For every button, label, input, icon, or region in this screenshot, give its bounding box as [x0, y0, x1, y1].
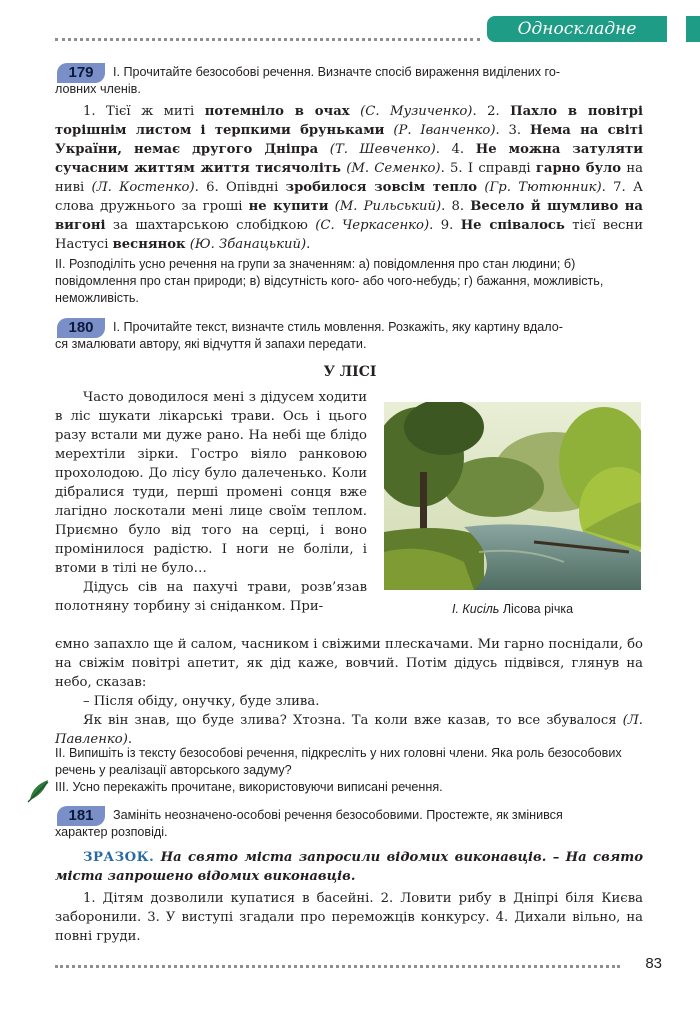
- sentence-source: (Л. Костенко): [91, 180, 195, 195]
- paragraph-1: Часто доводилося мені з дідусем ходити в ліс шукати лікарські трави. Ось і цього разу встали ми дуже рано. На небі ще блідо мерехтіли зірки. Гостро віяло ранковою прохолодою. До лісу було далеченько. Коли дібралися туди, перші промені сонця вже лагідно лоскотали мені лице своїм теплом. Приємно було від того на серці, і воно промінилося радістю. І ноги не боліли, і втоми в тілі не було…: [55, 390, 367, 576]
- sentence-source: (Р. Іванченко): [393, 123, 496, 138]
- highlighted-main-member: потемніло в очах: [204, 104, 350, 119]
- sentence-source: (Гр. Тютюнник): [484, 180, 602, 195]
- sentence-source: (М. Рильський): [334, 199, 442, 214]
- leaf-icon: [26, 774, 56, 804]
- text-paragraph-column: [55, 388, 367, 616]
- exercise-179-sentences: 1. Тієї ж миті потемніло в очах (С. Музиченко). 2. Пахло в повітрі торішнім листом і терпкими бруньками (Р. Іванченко). 3. Нема на світі України, немає другого Дніпра (Т. Шевченко). 4. Не можна затуляти сучасним життям життя тисячоліть (М. Семенко). 5. І справді гарно було на ниві (Л. Костенко). 6. Опівдні зробилося зовсім тепло (Гр. Тютюнник). 7. А слова дружнього за гроші не купити (М. Рильський). 8. Весело й шумливо на вигоні за шахтарською слобідкою (С. Черкасенко). 9. Не співалось тієї весни Настусі веснянок (Ю. Збанацький).: [55, 104, 644, 252]
- painting-caption: [384, 602, 641, 616]
- sample-label: ЗРАЗОК.: [83, 850, 155, 865]
- page-number: 83: [645, 955, 662, 972]
- highlighted-main-member: зробилося зовсім тепло: [285, 180, 478, 195]
- dialog-line: – Після обіду, онучку, буде злива.: [83, 694, 320, 709]
- exercise-number-badge: 179: [57, 63, 105, 83]
- highlighted-main-member: не купити: [248, 199, 329, 214]
- exercise-179-task-2: II. Розподіліть усно речення на групи за значенням: а) повідомлення про стан людини; б) повідомлення про стан природи; в) відсутність кого- або чого-небудь; г) бажання, можливість, неможливість.: [55, 257, 604, 305]
- painting-forest-river: [384, 402, 641, 590]
- highlighted-main-member: Пахло в повітрі торішнім листом і терпкими бруньками: [55, 104, 643, 138]
- sentence-source: (С. Музиченко): [360, 104, 473, 119]
- text-paragraph-full: [55, 635, 643, 749]
- sentence-source: (Т. Шевченко): [329, 142, 436, 157]
- exercise-number-badge: 181: [57, 806, 105, 826]
- section-header-tab: Односкладне речення: [487, 16, 667, 42]
- exercise-179-task-1: I. Прочитайте безособові речення. Визначте спосіб вираження виділених го- ловних членів.: [55, 65, 561, 96]
- highlighted-main-member: Не можна затуляти сучасним життям життя тисячоліть: [55, 142, 643, 176]
- text-title: У ЛІСІ: [323, 364, 377, 380]
- paragraph-2-start: Дідусь сів на пахучі трави, розв’язав полотняну торбину зі сніданком. При-: [55, 580, 367, 614]
- caption-author: І. Кисіль: [451, 602, 500, 616]
- exercise-181-task: Замініть неозначено-особові речення безособовими. Простежте, як змінився характер розповіді.: [55, 808, 563, 839]
- exercise-181-sentences: 1. Дітям дозволили купатися в басейні. 2. Ловити рибу в Дніпрі біля Києва заборонили. 3. У виступі згадали про переможців конкурсу. 4. Дихали вільно, на повні груди.: [55, 891, 643, 944]
- highlighted-main-member: Весело й шумливо на вигоні: [55, 199, 643, 233]
- sentence-source: (Ю. Збанацький): [189, 237, 307, 252]
- bottom-dotted-rule: [55, 965, 620, 968]
- highlighted-main-member: веснянок: [112, 237, 186, 252]
- paragraph-2-end: ємно запахло ще й салом, часником і свіжими плескачами. Ми гарно поснідали, бо на свіжім повітрі апетит, як дід каже, вовчий. Потім дідусь підвівся, глянув на небо, сказав:: [55, 637, 643, 690]
- text-source: (Л. Павленко): [55, 713, 643, 747]
- exercise-180-task-2: II. Випишіть із тексту безособові речення, підкресліть у них головні члени. Яка роль безособових речень у реалізації авторського задуму?: [55, 746, 622, 777]
- sentence-source: (С. Черкасенко): [315, 218, 430, 233]
- sample-text: На свято міста запросили відомих виконавців. – На свято міста запрошено відомих виконавців.: [55, 850, 643, 884]
- caption-title: Лісова річка: [502, 602, 574, 616]
- header-square-marker: [686, 16, 700, 42]
- highlighted-main-member: Не співалось: [460, 218, 565, 233]
- sentence-source: (М. Семенко): [346, 161, 441, 176]
- exercise-180-task-1: I. Прочитайте текст, визначте стиль мовлення. Розкажіть, яку картину вдало- ся змалювати автору, які відчуття й запахи передати.: [55, 320, 563, 351]
- paragraph-3: Як він знав, що буде злива? Хтозна. Та коли вже казав, то все збувалося (Л. Павленко).: [55, 713, 643, 747]
- exercise-180-task-3: III. Усно перекажіть прочитане, використовуючи виписані речення.: [55, 780, 443, 794]
- highlighted-main-member: Нема на світі України, немає другого Дніпра: [55, 123, 643, 157]
- exercise-number-badge: 180: [57, 318, 105, 338]
- exercise-181-sample: [55, 848, 643, 886]
- top-dotted-rule: [55, 38, 480, 41]
- highlighted-main-member: гарно було: [535, 161, 622, 176]
